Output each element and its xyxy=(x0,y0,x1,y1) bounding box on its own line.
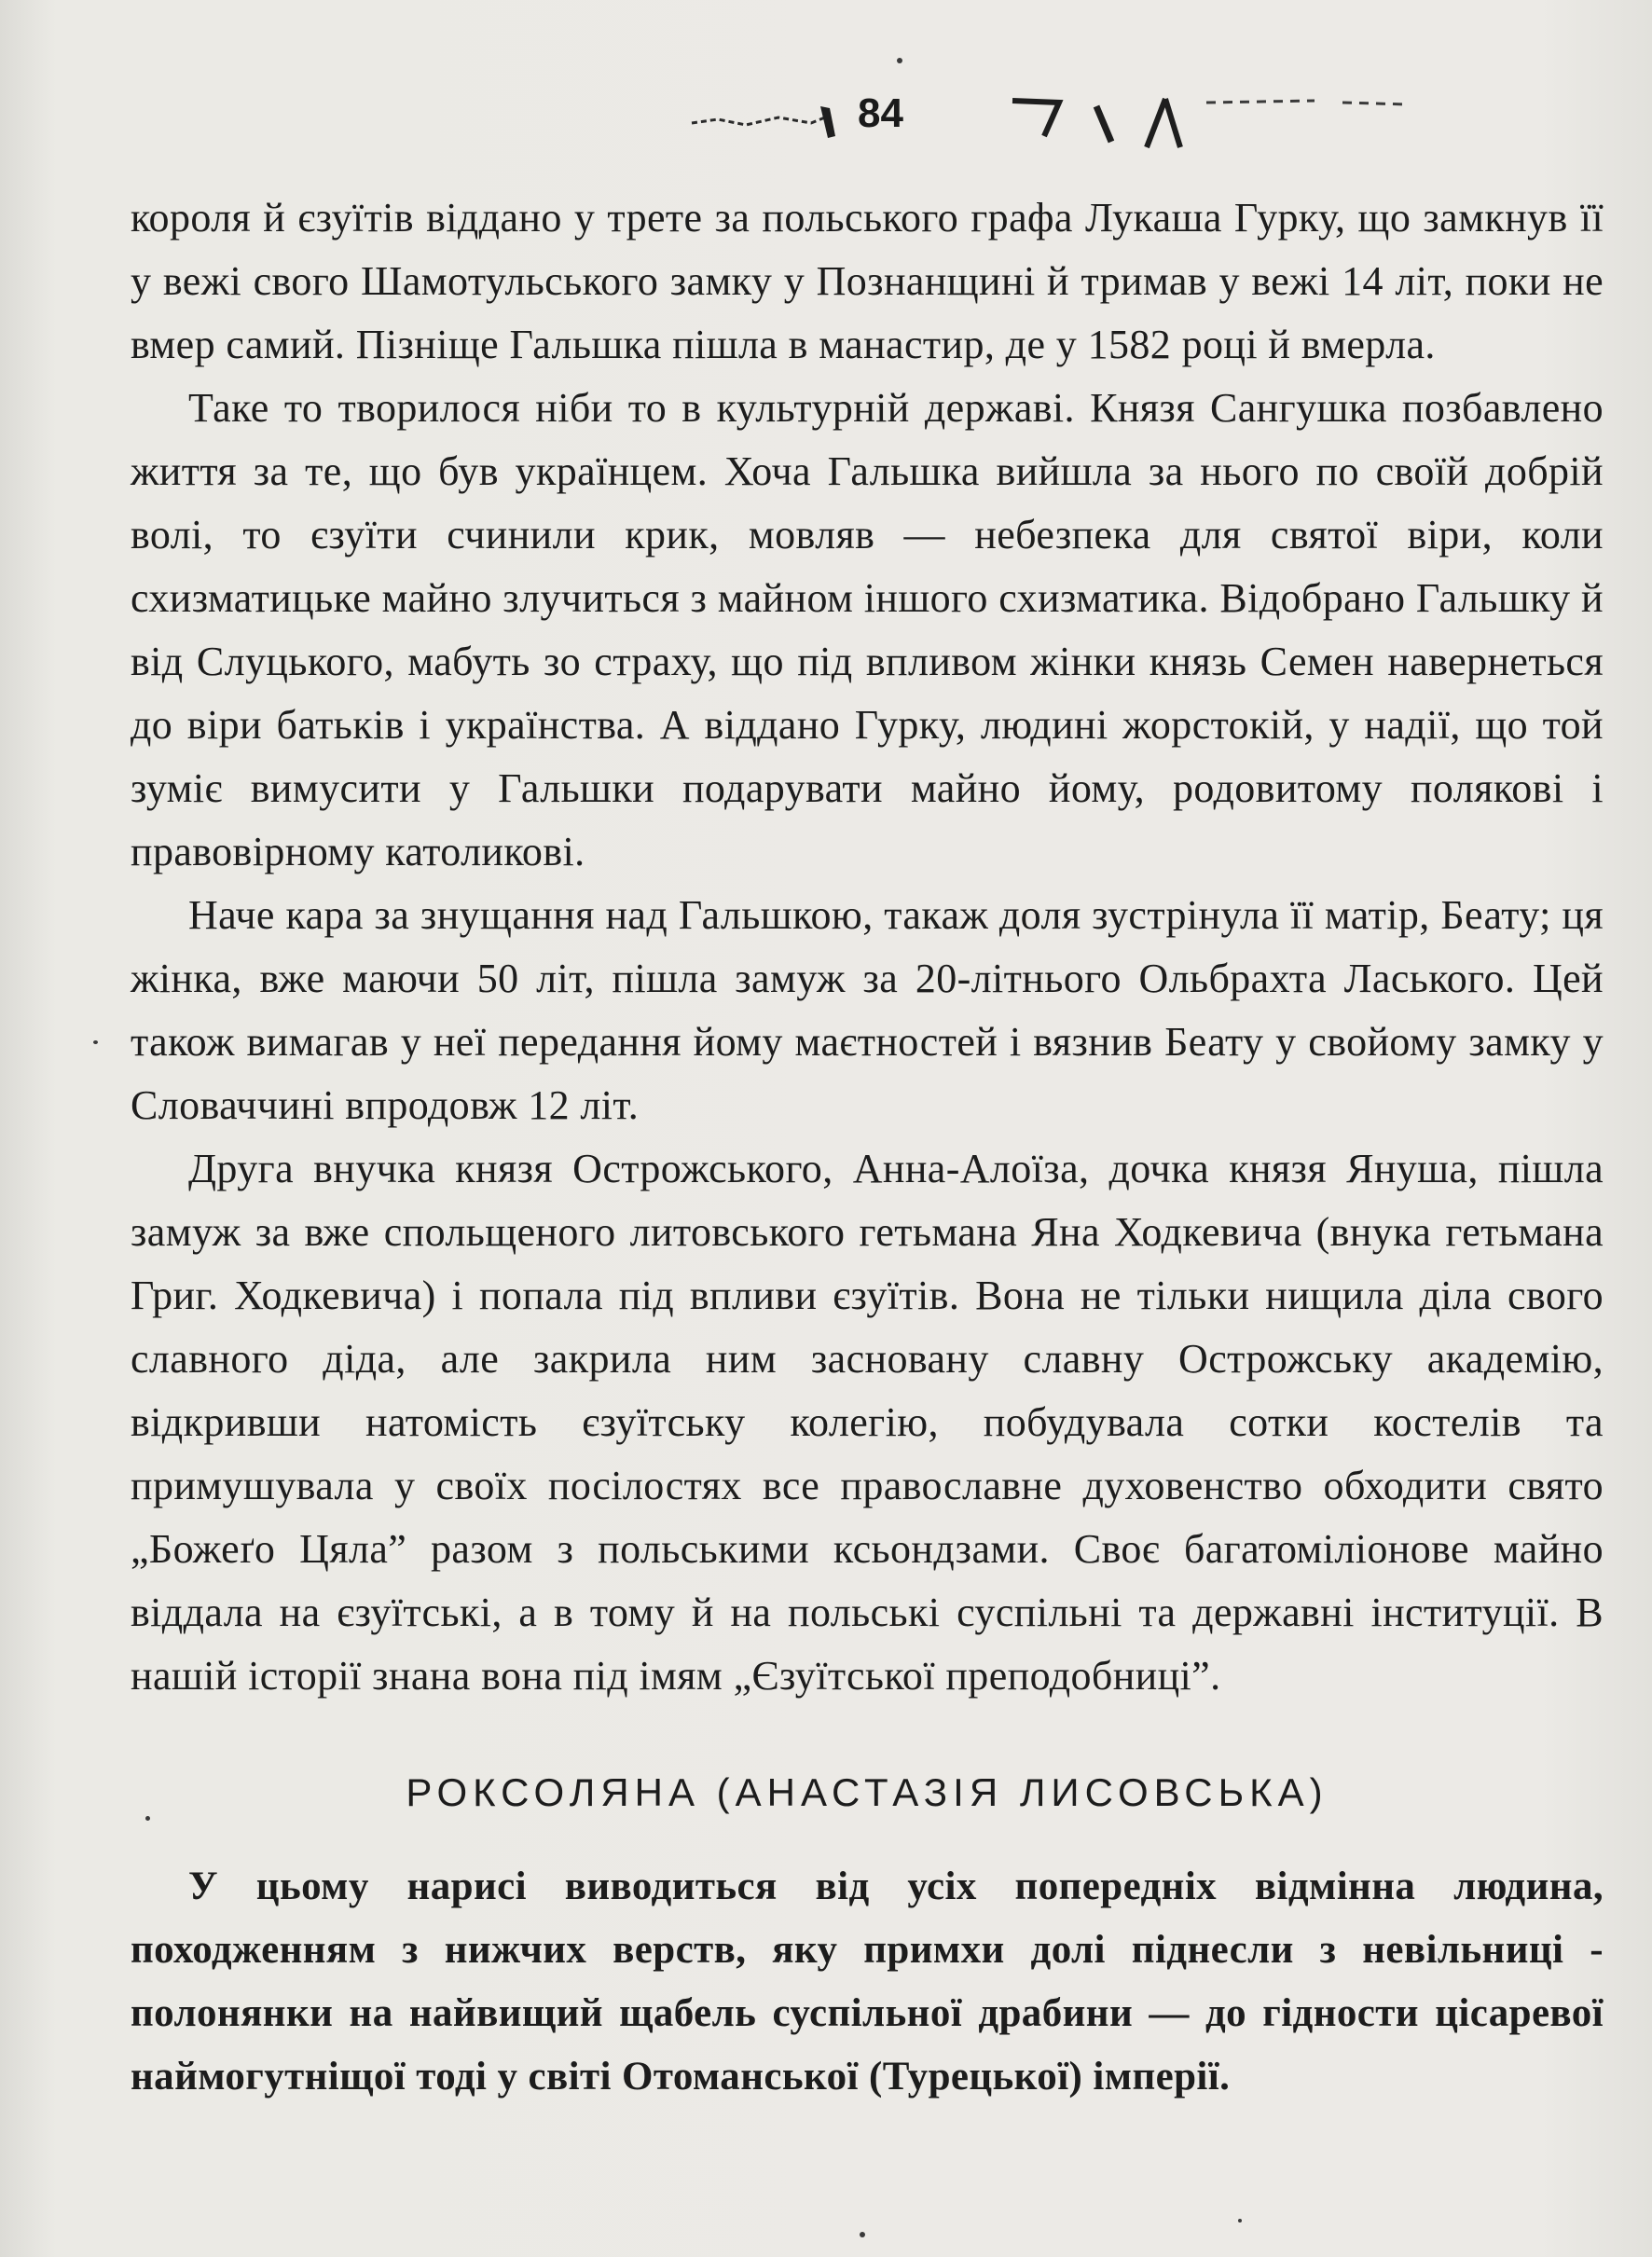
section-intro xyxy=(131,1855,1604,2109)
paragraph-sangushko: Таке то творилося ніби то в культурній державі. Князя Сангушка позбавлено життя за те, що був українцем. Хоча Гальшка вийшла за нього по своїй добрій волі, то єзуїти счинили крик, мовляв — небезпека для святої віри, коли схизматицьке майно злучиться з майном іншого схизматика. Відобрано Гальшку й від Слуцького, мабуть зо страху, що під впливом жінки князь Семен навернеться до віри батьків і українства. А віддано Гурку, людині жорстокій, у надії, що той зуміє вимусити у Гальшки подарувати майно йому, родовитому полякові і правовірному католикові. xyxy=(131,385,1604,874)
section-heading: РОКСОЛЯНА (АНАСТАЗІЯ ЛИСОВСЬКА) xyxy=(406,1770,1328,1814)
paper-speck xyxy=(93,1040,98,1044)
header-ornament-right xyxy=(1007,93,1417,149)
paper-speck xyxy=(860,2232,865,2237)
paragraph-continuation: короля й єзуїтів віддано у трете за польського графа Лукаша Гурку, що замкнув її у вежі свого Шамотульського замку у Познанщині й тримав у вежі 14 літ, поки не вмер самий. Пізніще Гальшка пішла в манастир, де у 1582 році й вмерла. xyxy=(131,195,1604,367)
page-number: 84 xyxy=(858,90,903,136)
paper-speck xyxy=(145,1816,150,1821)
paper-speck xyxy=(897,58,902,63)
paragraph-roksolana-intro: У цьому нарисі виводиться від усіх попередніх відмінна людина, походженням з нижчих верств, яку примхи долі піднесли з невільниці - полонянки на найвищий щабель суспільної драбини — до гідности цісаревої наймогутніщої тоді у світі Отоманської (Турецької) імперії. xyxy=(131,1865,1604,2099)
paragraph-beata: Наче кара за знущання над Гальшкою, такаж доля зустрінула її матір, Беату; ця жінка, вже маючи 50 літ, пішла замуж за 20-літнього Ольбрахта Ласького. Цей також вимагав у неї передання йому маєтностей і вязнив Беату у свойому замку у Словаччині впродовж 12 літ. xyxy=(131,892,1604,1128)
page-header xyxy=(0,84,1652,158)
main-text xyxy=(131,186,1604,1708)
header-ornament-left xyxy=(690,103,839,140)
paragraph-anna-aloiza: Друга внучка князя Острожського, Анна-Алоїза, дочка князя Януша, пішла замуж за вже спольщеного литовського гетьмана Яна Ходкевича (внука гетьмана Григ. Ходкевича) і попала під впливи єзуїтів. Вона не тільки нищила діла свого славного діда, але закрила ним засновану славну Острожську академію, відкривши натомість єзуїтську колегію, побудувала сотки костелів та примушувала у своїх посілостях все православне духовенство обходити свято „Божеґо Цяла” разом з польськими ксьондзами. Своє багатоміліонове майно віддала на єзуїтські, а в тому й на польські суспільні та державні інституції. В нашій історії знана вона під імям „Єзуїтської преподобниці”. xyxy=(131,1146,1604,1699)
paper-speck xyxy=(1238,2219,1242,2223)
